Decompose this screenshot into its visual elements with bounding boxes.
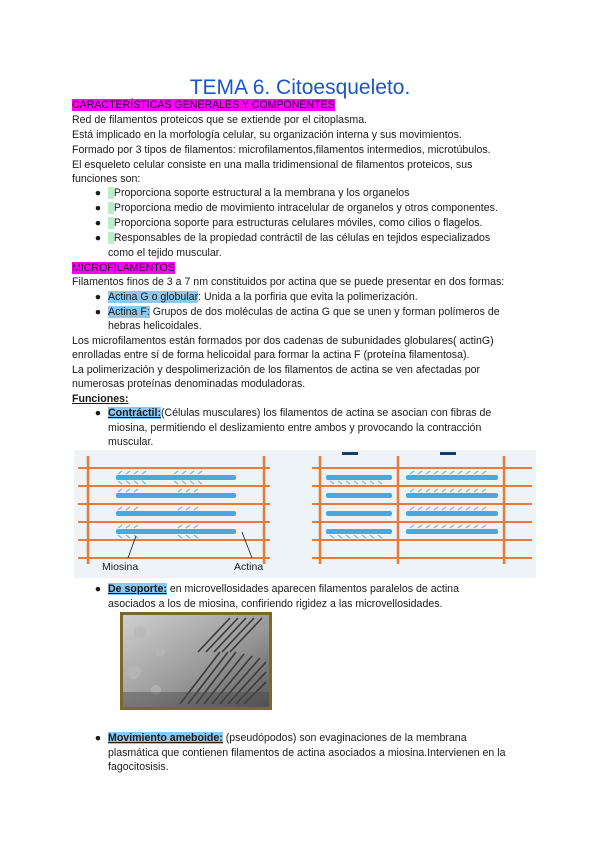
bullet-icon: ●	[94, 291, 102, 303]
text-line: funciones son:	[72, 173, 141, 185]
document-page: TEMA 6. Citoesqueleto. CARACTERÍSTICAS GENERALES Y COMPONENTES Red de filamentos proteicos que se extiende por el citoplasma. Está implicado en la morfología celular, su organización interna y sus movimientos. Formado por 3 tipos de filamentos: microfilamentos,filamentos intermedios, microtúbulos. El esqueleto celular consiste en una malla tridimensional de filamentos proteicos, sus funciones son: ● Proporciona soporte estructural a la membrana y los organelos ● Proporciona medio de movimiento intracelular de organelos y otros componentes. ● Proporciona soporte para estructuras celulares móviles, como cilios o flagelos. ● Responsables de la propiedad contráctil de las células en tejidos especializados como el tejido muscular. MICROFILAMENTOS Filamentos finos de 3 a 7 nm constituidos por actina que se puede presentar en dos formas: ● Actina G o globular: Unida a la porfiria que evita la polimerización. ● Actina F: Grupos de dos moléculas de actina G que se unen y forman polímeros de hebras helicoidales. Los microfilamentos están formados por dos cadenas de subunidades globulares( actinG) enrolladas entre sí de forma helicoidal para formar la actina F (proteína filamentosa). La polimerización y despolimerización de los filamentos de actina se ven afectadas por numerosas proteínas denominadas moduladoras. Funciones: ● Contráctil:(Células musculares) los filamentos de actina se asocian con fibras de miosina, permitiendo el deslizamiento entre ambos y provocando la contracción muscular. Miosina Actina ● De soporte: en microvellosidades aparecen filamentos paralelos de actina asociados a los de miosina, confiriendo rigidez a las microvellosidades. ● Movimiento ameboide: (pseudópodos) son evaginaciones de la membrana plasmática que contienen filamentos de actina asociados a miosina.Intervienen en la fagocitosisis.	[0, 0, 600, 848]
text-line: numerosas proteínas denominadas moduladoras.	[72, 378, 306, 390]
bullet-icon: ●	[94, 306, 102, 318]
bullet-icon: ●	[94, 407, 102, 419]
miosina-label: Miosina	[102, 561, 139, 573]
bullet-icon: ●	[94, 217, 102, 229]
list-item-continuation: hebras helicoidales.	[108, 320, 202, 332]
microvilli-micrograph	[120, 612, 272, 710]
text-line: Los microfilamentos están formados por dos cadenas de subunidades globulares( actinG)	[72, 335, 494, 347]
actina-label: Actina	[234, 561, 264, 573]
bullet-icon: ●	[94, 202, 102, 214]
list-item-continuation: fagocitosisis.	[108, 761, 169, 773]
section-heading-microfilamentos: MICROFILAMENTOS	[72, 262, 175, 274]
bullet-icon: ●	[94, 232, 102, 244]
list-item-continuation: plasmática que contienen filamentos de actina asociados a miosina.Intervienen en la	[108, 747, 506, 759]
text-line: Red de filamentos proteicos que se extiende por el citoplasma.	[72, 114, 368, 126]
functions-heading: Funciones:	[72, 393, 129, 405]
text-line: Está implicado en la morfología celular, su organización interna y sus movimientos.	[72, 129, 462, 141]
sarcomere-diagram	[74, 450, 536, 578]
bullet-icon: ●	[94, 732, 102, 744]
list-item-continuation: miosina, permitiendo el deslizamiento entre ambos y provocando la contracción	[108, 422, 482, 434]
text-line: Formado por 3 tipos de filamentos: microfilamentos,filamentos intermedios, microtúbulos.	[72, 144, 491, 156]
list-item-continuation: como el tejido muscular.	[108, 247, 222, 259]
text-line: El esqueleto celular consiste en una malla tridimensional de filamentos proteicos, sus	[72, 159, 473, 171]
list-item-continuation: asociados a los de miosina, confiriendo rigidez a las microvellosidades.	[108, 598, 443, 610]
text-line: Filamentos finos de 3 a 7 nm constituidos por actina que se puede presentar en dos formas:	[72, 276, 505, 288]
page-title: TEMA 6. Citoesqueleto.	[189, 76, 411, 99]
section-heading-general: CARACTERÍSTICAS GENERALES Y COMPONENTES	[72, 99, 335, 111]
text-line: enrolladas entre sí de forma helicoidal para formar la actina F (proteína filamentosa).	[72, 349, 470, 361]
bullet-icon: ●	[94, 187, 102, 199]
list-item-continuation: muscular.	[108, 436, 154, 448]
text-line: La polimerización y despolimerización de los filamentos de actina se ven afectadas por	[72, 364, 481, 376]
bullet-icon: ●	[94, 583, 102, 595]
